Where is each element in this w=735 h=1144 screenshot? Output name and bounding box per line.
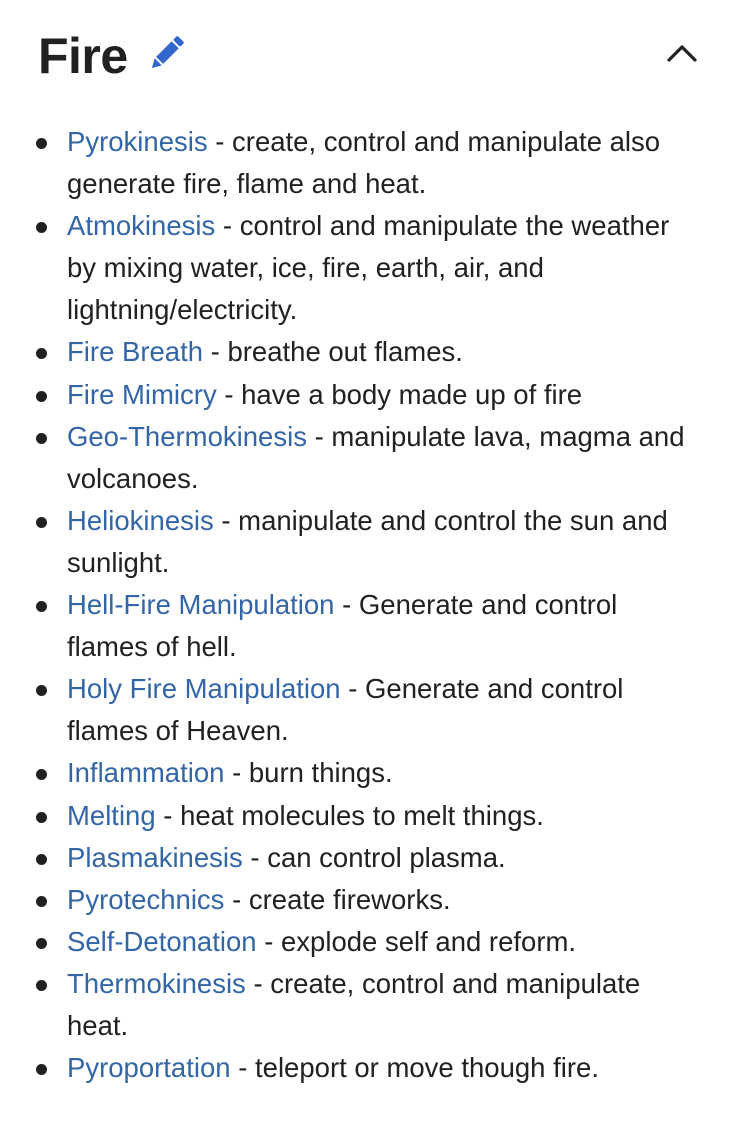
- power-link[interactable]: Thermokinesis: [67, 967, 246, 999]
- power-description: - have a body made up of fire: [216, 378, 583, 410]
- bullet-icon: [36, 685, 47, 696]
- power-link[interactable]: Inflammation: [67, 757, 225, 789]
- list-item: [0, 921, 735, 963]
- list-item: [0, 963, 735, 1047]
- list-item: [0, 879, 735, 921]
- power-link[interactable]: Self-Detonation: [67, 925, 257, 957]
- bullet-icon: [36, 517, 47, 528]
- power-description: - burn things.: [224, 757, 393, 789]
- list-item: [0, 837, 735, 879]
- bullet-icon: [36, 391, 47, 402]
- power-link[interactable]: Pyroportation: [67, 1052, 231, 1084]
- list-item: [0, 668, 735, 752]
- power-description: - can control plasma.: [242, 841, 506, 873]
- list-item: [0, 374, 735, 416]
- section-header: [38, 24, 703, 86]
- bullet-icon: [36, 222, 47, 233]
- list-item: [0, 331, 735, 373]
- power-link[interactable]: Fire Mimicry: [67, 378, 217, 410]
- list-item: [0, 752, 735, 794]
- power-description: - Generate and control flames of Heaven.: [67, 673, 624, 747]
- power-description: - heat molecules to melt things.: [155, 799, 544, 831]
- power-description: - breathe out flames.: [203, 336, 463, 368]
- bullet-icon: [36, 769, 47, 780]
- chevron-up-icon[interactable]: [665, 38, 699, 68]
- power-list: [0, 121, 735, 1089]
- power-description: - explode self and reform.: [256, 925, 577, 957]
- power-link[interactable]: Holy Fire Manipulation: [67, 673, 341, 705]
- list-item: [0, 416, 735, 500]
- power-description: - create fireworks.: [224, 883, 451, 915]
- power-description: - teleport or move though fire.: [230, 1052, 599, 1084]
- bullet-icon: [36, 433, 47, 444]
- power-description: - create, control and manipulate also generate fire, flame and heat.: [67, 126, 661, 200]
- power-description: - Generate and control flames of hell.: [67, 589, 618, 663]
- power-link[interactable]: Heliokinesis: [67, 504, 214, 536]
- power-link[interactable]: Melting: [67, 799, 156, 831]
- list-item: [0, 795, 735, 837]
- bullet-icon: [36, 601, 47, 612]
- pencil-icon[interactable]: [144, 32, 188, 76]
- power-link[interactable]: Pyrotechnics: [67, 883, 225, 915]
- list-item: [0, 500, 735, 584]
- bullet-icon: [36, 1064, 47, 1075]
- power-description: - manipulate and control the sun and sunlight.: [67, 504, 668, 578]
- bullet-icon: [36, 938, 47, 949]
- power-description: - control and manipulate the weather by mixing water, ice, fire, earth, air, and lightning/electricity.: [67, 210, 670, 326]
- power-link[interactable]: Hell-Fire Manipulation: [67, 589, 335, 621]
- list-item: [0, 1047, 735, 1089]
- list-item: [0, 205, 735, 331]
- power-description: - manipulate lava, magma and volcanoes.: [67, 420, 685, 494]
- list-item: [0, 121, 735, 205]
- section-title: Fire: [38, 28, 128, 84]
- bullet-icon: [36, 896, 47, 907]
- list-item: [0, 584, 735, 668]
- power-link[interactable]: Plasmakinesis: [67, 841, 243, 873]
- power-description: - create, control and manipulate heat.: [67, 967, 641, 1041]
- bullet-icon: [36, 348, 47, 359]
- bullet-icon: [36, 854, 47, 865]
- bullet-icon: [36, 980, 47, 991]
- bullet-icon: [36, 812, 47, 823]
- power-link[interactable]: Fire Breath: [67, 336, 204, 368]
- power-link[interactable]: Atmokinesis: [67, 210, 216, 242]
- power-link[interactable]: Pyrokinesis: [67, 126, 208, 157]
- power-link[interactable]: Geo-Thermokinesis: [67, 420, 307, 452]
- bullet-icon: [36, 138, 47, 149]
